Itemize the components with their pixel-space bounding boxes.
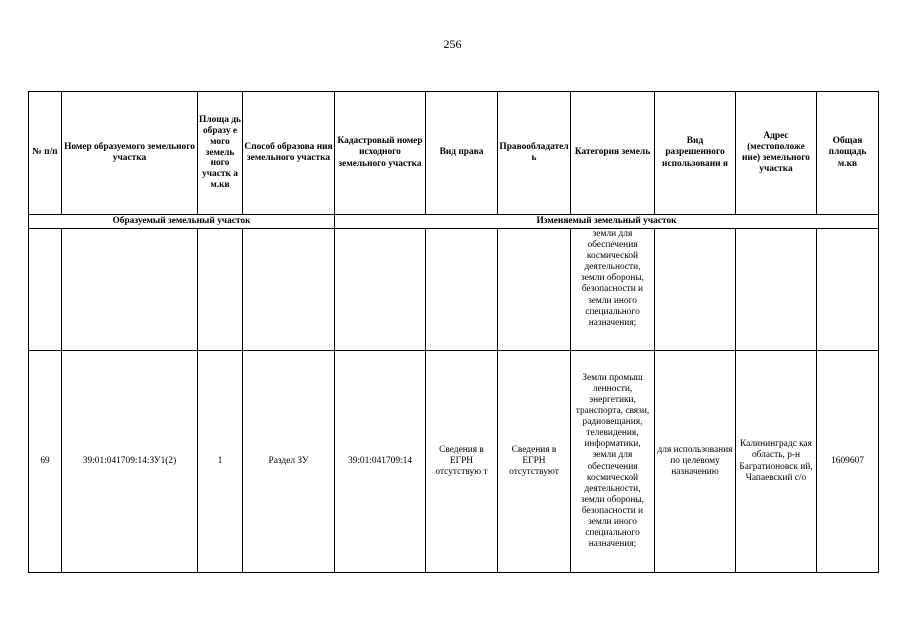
cell-empty xyxy=(198,229,243,351)
cell-category: Земли промыш ленности, энергетики, транспорта, связи, радиовещания, телевидения, информатики, земли для обеспечения космической деятельности, земли обороны, безопасности и земли иного специального назначения; xyxy=(571,351,655,573)
cell-empty xyxy=(655,229,736,351)
cell-permitted-use: для использования по целевому назначению xyxy=(655,351,736,573)
cell-num: 69 xyxy=(29,351,62,573)
section-row xyxy=(29,215,879,229)
cell-empty xyxy=(498,229,571,351)
cell-empty xyxy=(736,229,817,351)
section-formed-parcel: Образуемый земельный участок xyxy=(29,215,335,229)
header-holder: Правообладатель xyxy=(498,92,571,215)
cell-empty xyxy=(29,229,62,351)
table-header-row xyxy=(29,92,879,215)
cell-area: 1 xyxy=(198,351,243,573)
cell-category-continued: земли для обеспечения космической деятельности, земли обороны, безопасности и земли иного специального назначения; xyxy=(571,229,655,351)
header-right-type: Вид права xyxy=(426,92,498,215)
cell-empty xyxy=(817,229,879,351)
cell-parcel-number: 39:01:041709:14:ЗУ1(2) xyxy=(62,351,198,573)
header-category: Категория земель xyxy=(571,92,655,215)
cell-address: Калининградс кая область, р-н Багратионовск ий, Чапаевский с/о xyxy=(736,351,817,573)
header-total-area: Общая площадь м.кв xyxy=(817,92,879,215)
header-cadastral: Кадастровый номер исходного земельного участка xyxy=(335,92,426,215)
header-parcel-number: Номер образуемого земельного участка xyxy=(62,92,198,215)
cell-empty xyxy=(62,229,198,351)
cell-cadastral: 39:01:041709:14 xyxy=(335,351,426,573)
cell-total-area: 1609607 xyxy=(817,351,879,573)
header-method: Способ образова ния земельного участка xyxy=(243,92,335,215)
header-num: № п/п xyxy=(29,92,62,215)
cell-empty xyxy=(426,229,498,351)
land-parcel-table xyxy=(28,91,879,573)
header-address: Адрес (местоположе ние) земельного участка xyxy=(736,92,817,215)
header-area: Площа дь образу е мого земель ного участк а м.кв xyxy=(198,92,243,215)
cell-method: Раздел ЗУ xyxy=(243,351,335,573)
table-row-continued xyxy=(29,229,879,351)
header-permitted-use: Вид разрешенного использовани я xyxy=(655,92,736,215)
cell-empty xyxy=(335,229,426,351)
cell-empty xyxy=(243,229,335,351)
table-row xyxy=(29,351,879,573)
page-number: 256 xyxy=(443,37,462,51)
cell-holder: Сведения в ЕГРН отсутствуют xyxy=(498,351,571,573)
section-changed-parcel: Изменяемый земельный участок xyxy=(335,215,879,229)
cell-right-type: Сведения в ЕГРН отсутствую т xyxy=(426,351,498,573)
